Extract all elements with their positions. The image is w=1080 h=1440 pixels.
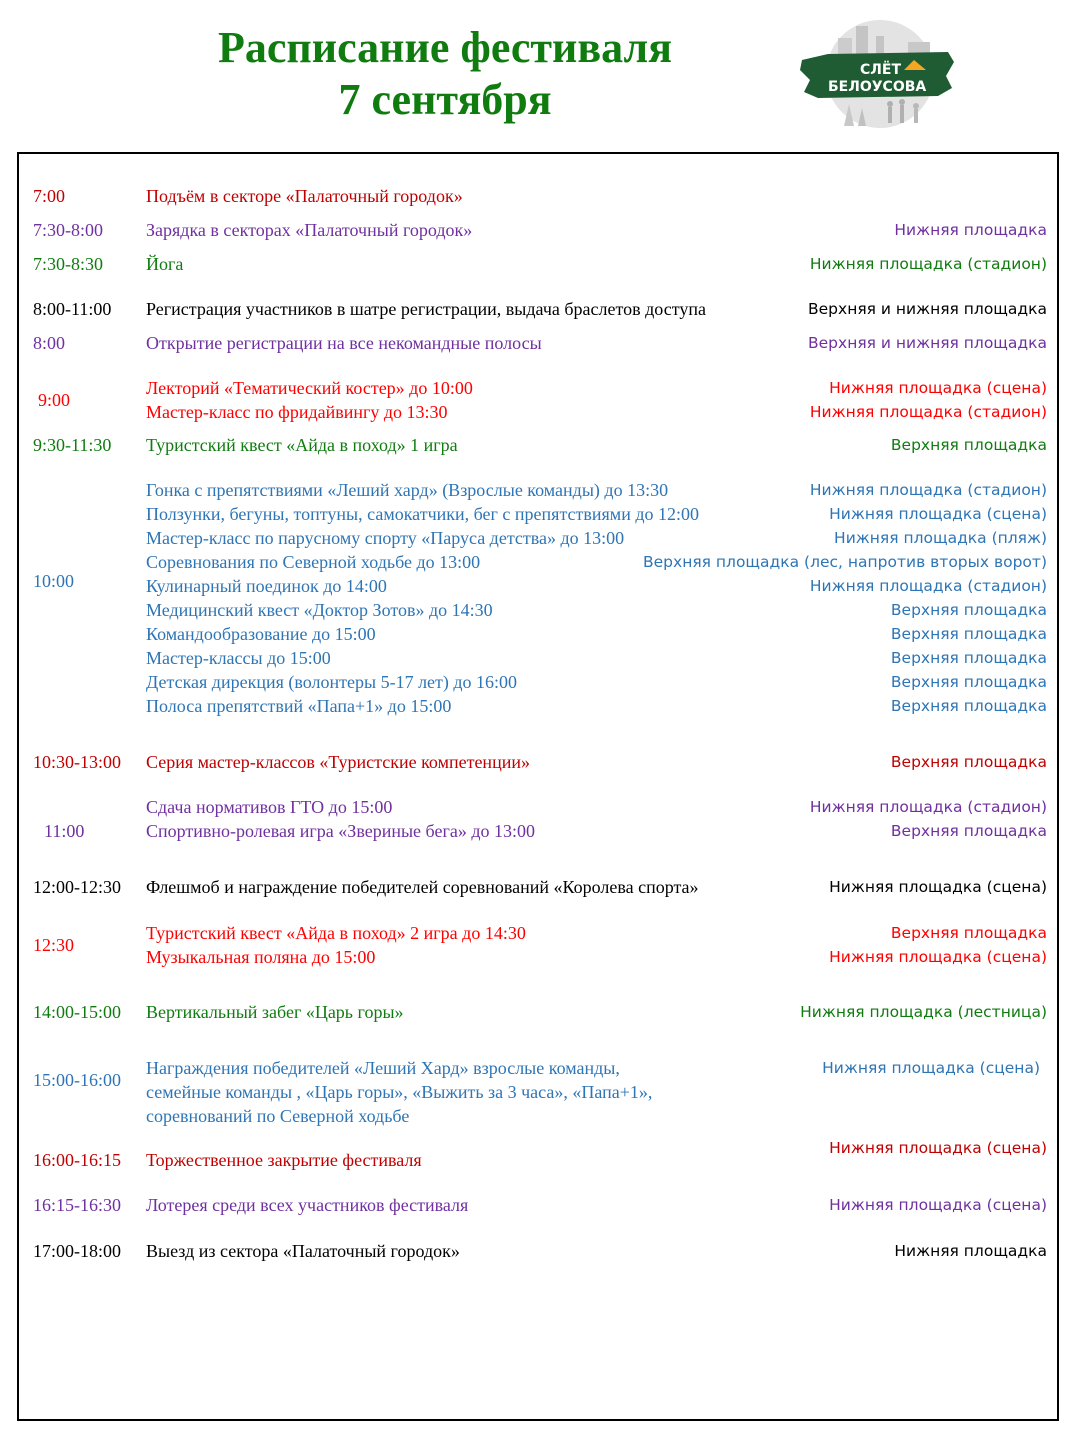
schedule-time: 7:30-8:00 bbox=[33, 220, 103, 240]
schedule-location: Нижняя площадка (стадион) bbox=[809, 481, 1047, 499]
schedule-location: Верхняя и нижняя площадка bbox=[808, 334, 1047, 352]
schedule-event: семейные команды , «Царь горы», «Выжить за 3 часа», «Папа+1», bbox=[146, 1082, 653, 1102]
schedule-time: 12:30 bbox=[33, 935, 75, 955]
schedule-event: Кулинарный поединок до 14:00 bbox=[146, 576, 387, 596]
schedule-location: Нижняя площадка (пляж) bbox=[834, 529, 1047, 547]
schedule-event: Йога bbox=[146, 254, 184, 274]
schedule-event: Мастер-класс по парусному спорту «Паруса детства» до 13:00 bbox=[146, 528, 625, 548]
schedule-event: Мастер-классы до 15:00 bbox=[146, 648, 331, 668]
festival-logo bbox=[798, 18, 958, 130]
schedule-time: 7:00 bbox=[33, 186, 66, 206]
schedule-location: Нижняя площадка (сцена) bbox=[829, 505, 1047, 523]
schedule-time: 15:00-16:00 bbox=[33, 1070, 121, 1090]
schedule-event: Открытие регистрации на все некомандные полосы bbox=[146, 333, 542, 353]
schedule-time: 12:00-12:30 bbox=[33, 877, 121, 897]
logo-text-2: БЕЛОУСОВА bbox=[828, 79, 927, 95]
schedule-event: Регистрация участников в шатре регистрации, выдача браслетов доступа bbox=[146, 299, 706, 319]
schedule-event: Лекторий «Тематический костер» до 10:00 bbox=[146, 378, 473, 398]
schedule-event: Зарядка в секторах «Палаточный городок» bbox=[146, 220, 473, 240]
schedule-location: Нижняя площадка (сцена) bbox=[829, 948, 1047, 966]
schedule-location: Верхняя площадка bbox=[890, 649, 1047, 667]
schedule-location: Нижняя площадка bbox=[894, 1242, 1047, 1260]
schedule-event: Детская дирекция (волонтеры 5-17 лет) до 16:00 bbox=[146, 672, 518, 692]
schedule-location: Верхняя площадка bbox=[890, 822, 1047, 840]
schedule-location: Нижняя площадка (стадион) bbox=[809, 577, 1047, 595]
logo-text-1: СЛЁТ bbox=[860, 62, 902, 78]
schedule-time: 16:15-16:30 bbox=[33, 1195, 121, 1215]
schedule-time: 11:00 bbox=[44, 821, 85, 841]
schedule-event: Гонка с препятствиями «Леший хард» (Взрослые команды) до 13:30 bbox=[146, 480, 669, 500]
schedule-location: Нижняя площадка (сцена) bbox=[829, 878, 1047, 896]
schedule-time: 14:00-15:00 bbox=[33, 1002, 121, 1022]
schedule-event: Подъём в секторе «Палаточный городок» bbox=[146, 186, 463, 206]
schedule-location: Верхняя площадка bbox=[890, 601, 1047, 619]
schedule-event: Сдача нормативов ГТО до 15:00 bbox=[146, 797, 393, 817]
title-line-2: 7 сентября bbox=[338, 75, 552, 124]
schedule-location: Верхняя площадка bbox=[890, 753, 1047, 771]
schedule-event: Лотерея среди всех участников фестиваля bbox=[146, 1195, 469, 1215]
schedule-event: Командообразование до 15:00 bbox=[146, 624, 376, 644]
schedule-event: Выезд из сектора «Палаточный городок» bbox=[146, 1241, 460, 1261]
title-line-1: Расписание фестиваля bbox=[217, 23, 673, 72]
schedule-time: 17:00-18:00 bbox=[33, 1241, 121, 1261]
schedule-location: Нижняя площадка (стадион) bbox=[809, 798, 1047, 816]
schedule-time: 9:30-11:30 bbox=[33, 435, 112, 455]
schedule-event: Вертикальный забег «Царь горы» bbox=[146, 1002, 404, 1022]
schedule-time: 10:00 bbox=[33, 571, 75, 592]
schedule-location: Верхняя площадка bbox=[890, 436, 1047, 454]
schedule-event: Медицинский квест «Доктор Зотов» до 14:30 bbox=[146, 600, 493, 620]
schedule-event: Награждения победителей «Леший Хард» взрослые команды, bbox=[146, 1058, 620, 1078]
schedule-location: Нижняя площадка (сцена) bbox=[829, 379, 1047, 397]
schedule-event: Ползунки, бегуны, топтуны, самокатчики, бег с препятствиями до 12:00 bbox=[146, 504, 699, 524]
schedule-event: Флешмоб и награждение победителей соревнований «Королева спорта» bbox=[146, 877, 699, 897]
schedule-location: Верхняя площадка bbox=[890, 673, 1047, 691]
schedule-location: Нижняя площадка (сцена) bbox=[822, 1059, 1040, 1077]
logo-graphic bbox=[798, 18, 958, 130]
schedule-location: Верхняя площадка bbox=[890, 625, 1047, 643]
schedule-event: Серия мастер-классов «Туристские компетенции» bbox=[146, 752, 530, 772]
schedule-location: Верхняя и нижняя площадка bbox=[808, 300, 1047, 318]
schedule-event: Туристский квест «Айда в поход» 2 игра до 14:30 bbox=[146, 923, 526, 943]
schedule-event: Полоса препятствий «Папа+1» до 15:00 bbox=[146, 696, 452, 716]
schedule-location: Верхняя площадка (лес, напротив вторых ворот) bbox=[643, 553, 1047, 571]
schedule-event: Туристский квест «Айда в поход» 1 игра bbox=[146, 435, 458, 455]
schedule-time: 9:00 bbox=[38, 390, 71, 410]
page-title bbox=[150, 22, 740, 126]
schedule-event: Музыкальная поляна до 15:00 bbox=[146, 947, 376, 967]
schedule-event: Мастер-класс по фридайвингу до 13:30 bbox=[146, 402, 448, 422]
schedule-location: Нижняя площадка bbox=[894, 221, 1047, 239]
schedule-location: Нижняя площадка (стадион) bbox=[809, 255, 1047, 273]
schedule-event: Спортивно-ролевая игра «Звериные бега» до 13:00 bbox=[146, 821, 535, 841]
schedule-time: 8:00-11:00 bbox=[33, 299, 112, 319]
schedule-event: Торжественное закрытие фестиваля bbox=[146, 1150, 422, 1170]
schedule-location: Нижняя площадка (сцена) bbox=[829, 1196, 1047, 1214]
schedule-time: 8:00 bbox=[33, 333, 66, 353]
schedule-time: 7:30-8:30 bbox=[33, 254, 103, 274]
schedule-event: Соревнования по Северной ходьбе до 13:00 bbox=[146, 552, 481, 572]
schedule-time: 16:00-16:15 bbox=[33, 1150, 121, 1170]
schedule-location: Верхняя площадка bbox=[890, 697, 1047, 715]
schedule-location: Нижняя площадка (лестница) bbox=[800, 1003, 1047, 1021]
schedule-location: Нижняя площадка (стадион) bbox=[809, 403, 1047, 421]
schedule-event: соревнований по Северной ходьбе bbox=[146, 1106, 410, 1126]
schedule-time: 10:30-13:00 bbox=[33, 752, 121, 772]
schedule-location: Верхняя площадка bbox=[890, 924, 1047, 942]
schedule-location: Нижняя площадка (сцена) bbox=[829, 1139, 1047, 1157]
